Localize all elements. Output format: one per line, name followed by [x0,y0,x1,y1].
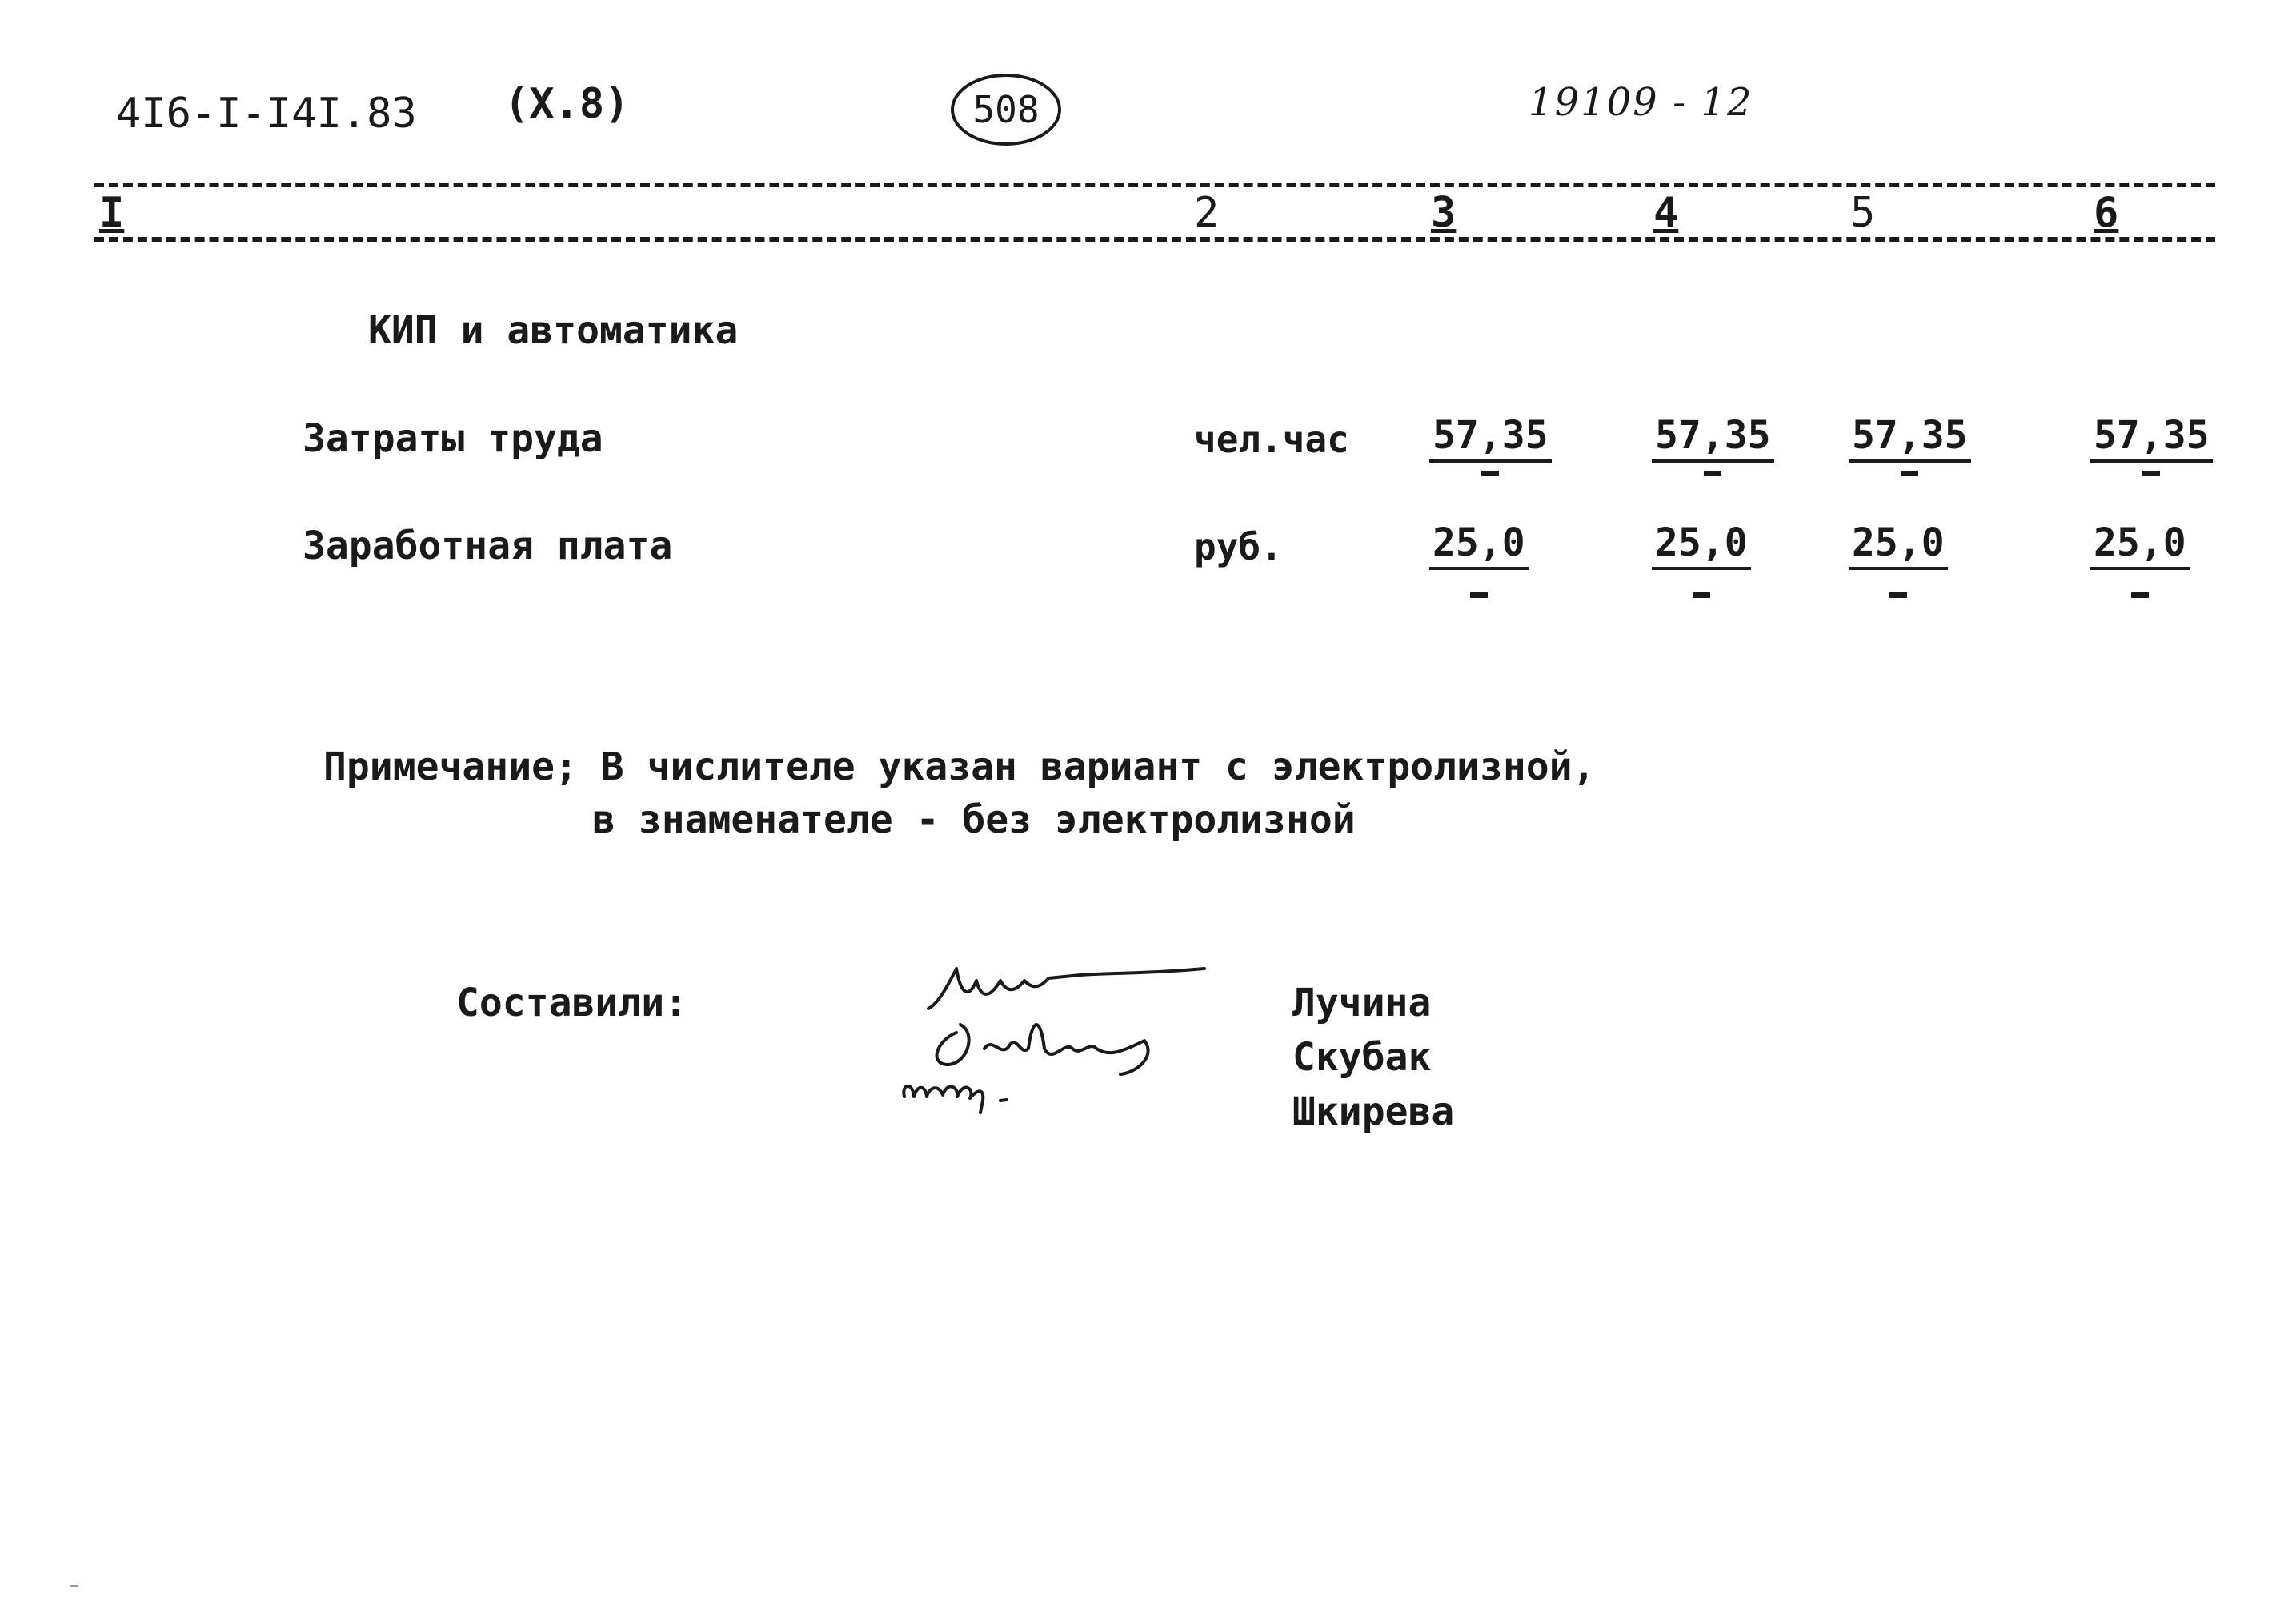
note-line-2: в знаменателе - без электролизной [592,797,1356,842]
cell-labor-col3 [1429,413,1552,476]
note-line-1: Примечание; В числителе указан вариант с электролизной, [323,744,1596,789]
document-code: 4I6-I-I4I.83 [116,90,417,138]
cell-denominator-dash [1901,471,1918,476]
cell-denominator-dash [1704,471,1721,476]
signer-name-2: Скубак [1292,1035,1432,1080]
cell-wages-col6 [2090,520,2190,598]
column-number-6: 6 [2094,189,2119,237]
page-number: 508 [972,88,1040,131]
cell-denominator-dash [1481,471,1499,476]
cell-numerator: 25,0 [1429,520,1529,570]
cell-numerator: 25,0 [1849,520,1948,570]
cell-denominator-dash [1693,592,1710,598]
column-number-5: 5 [1850,189,1876,237]
column-number-4: 4 [1653,189,1679,237]
column-number-3: 3 [1431,189,1457,237]
scan-speck [70,1585,78,1587]
cell-numerator: 57,35 [1429,413,1552,463]
compiled-by-label: Составили: [456,981,687,1025]
row-label-wages: Заработная плата [303,524,673,568]
cell-denominator-dash [1470,592,1488,598]
sheet-reference: (X.8) [504,80,630,128]
cell-denominator-dash [2142,471,2160,476]
cell-denominator-dash [1889,592,1907,598]
row-unit-labor: чел.час [1194,418,1349,461]
cell-numerator: 57,35 [1849,413,1971,463]
header-dashed-rule-top [94,183,2215,187]
signer-name-1: Лучина [1292,981,1432,1025]
handwritten-signatures [880,937,1232,1129]
column-number-2: 2 [1194,189,1220,237]
header-dashed-rule-bottom [94,237,2215,242]
row-unit-wages: руб. [1194,525,1283,568]
column-number-1: I [99,189,125,237]
cell-labor-col6 [2090,413,2213,476]
cell-labor-col4 [1652,413,1774,476]
page-number-circle [951,74,1061,146]
cell-numerator: 57,35 [2090,413,2213,463]
signer-name-3: Шкирева [1292,1089,1455,1134]
row-label-labor: Затраты труда [303,416,603,461]
section-title: КИП и автоматика [368,308,739,353]
cell-labor-col5 [1849,413,1971,476]
cell-numerator: 25,0 [2090,520,2190,570]
cell-denominator-dash [2131,592,2149,598]
cell-numerator: 57,35 [1652,413,1774,463]
handwritten-archive-number: 19109 - 12 [1529,80,1753,125]
cell-wages-col4 [1652,520,1751,598]
cell-wages-col3 [1429,520,1529,598]
cell-numerator: 25,0 [1652,520,1751,570]
cell-wages-col5 [1849,520,1948,598]
